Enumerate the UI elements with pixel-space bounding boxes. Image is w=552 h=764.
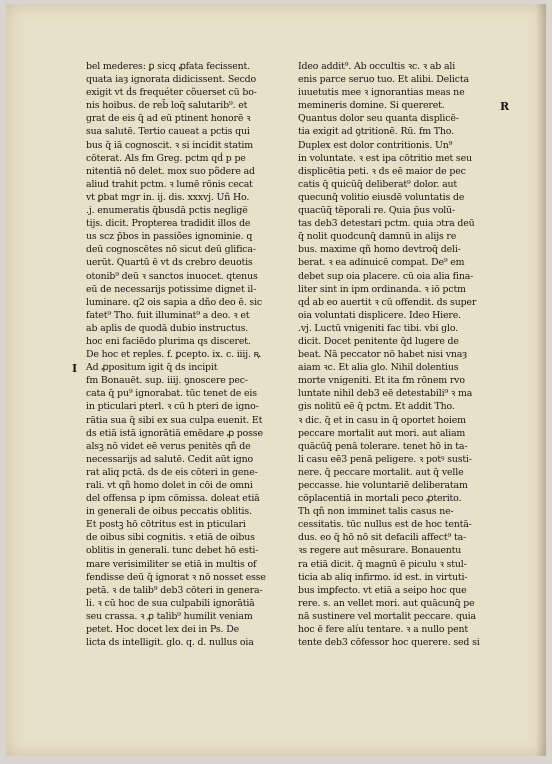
text-line: necessarijs ad salutē. Cedit aūt igno: [86, 453, 254, 465]
text-line: seu crassa. ꝛ ꝓ talib⁹ humilit veniam: [86, 610, 253, 622]
text-line: del offensa p ipm cōmissa. doleat etiā: [86, 493, 260, 505]
text-line: De hoc et reples. f. ꝑcepto. ix. c. iiij. ꝶ: [86, 349, 261, 361]
text-line: Et postꝫ hō cōtritus est in pticulari: [86, 519, 246, 531]
text-line: fm Bonauēt. sup. iiij. ꝯnoscere pec-: [86, 375, 248, 387]
text-line: grat de eis q̄ ad eū ptinent honorē ꝛ: [86, 113, 251, 125]
text-line: enis parce seruo tuo. Et alibi. Delicta: [298, 74, 469, 86]
text-line: deū cognoscētes nō sicut deū glifica-: [86, 244, 256, 256]
text-line: debet sup oia placere. cū oia alia fina-: [298, 270, 474, 282]
text-line: cōterat. Als fm Greg. pctm qḋ p pe: [86, 152, 246, 164]
text-line: peccasse. hie voluntariē deliberatam: [298, 480, 468, 491]
text-line: Quantus dolor seu quanta displicē-: [298, 113, 459, 125]
text-line: nā sustinere vel mortalit peccare. quia: [298, 610, 476, 622]
text-line: in voluntate. ꝛ est ipa cōtritio met seu: [298, 152, 472, 164]
text-line: rere. s. an vellet mori. aut quācunq̄ pe: [298, 597, 475, 609]
text-line: tia exigit ad ꝯtritionē. Rū. fm Tho.: [298, 126, 454, 138]
text-line: morte vnigeniti. Et ita fm rōnem rvo: [298, 375, 465, 387]
text-line: in pticulari pterl. ꝛ cū h pteri de igno-: [86, 401, 259, 413]
text-line: ꝛ dic. q̄ et in casu in q̄ oportet hoiem: [298, 414, 466, 426]
text-line: Ad ꝓpositum igit q̄ ds incipit: [86, 362, 218, 374]
text-line: li casu eē3 penā peligere. ꝛ potꝰ susti-: [298, 453, 472, 465]
text-line: cōplacentiā in mortali peco ꝓterito.: [298, 493, 462, 505]
text-line: sua salutē. Tertio caueat a pctis qui: [86, 126, 250, 138]
text-line: hoc ē fere alíu tentare. ꝛ a nullo pent: [298, 624, 468, 636]
text-line: exigit vt ḋs frequéter cõuerset cū bo-: [86, 87, 257, 99]
text-line: liter sint in ipm ordinanda. ꝛ iō pctm: [298, 283, 466, 295]
text-line: quata iaȝ ignorata didicissent. Secdo: [86, 74, 257, 86]
text-line: ab aplis de quodā dubio instructus.: [86, 322, 249, 334]
text-line: luntate nihil deb3 eē detestabili⁹ ꝛ ma: [298, 388, 473, 400]
text-line: bus q̄ iā cognoscit. ꝛ si incidit statim: [86, 139, 253, 151]
text-line: alsꝫ nō videt eē verus penitēs qñ de: [86, 440, 251, 452]
text-line: iuuetutis mee ꝛ ignorantias meas ne: [298, 87, 465, 99]
text-line: us scz p̄bos in passiões ignominie. q: [86, 231, 253, 243]
text-line: beat. Nā peccator nō habet nisi vnaȝ: [298, 349, 467, 361]
text-line: tas deb3 detestari pctm. quia ɔtra deū: [298, 218, 475, 230]
text-line: fendisse deū q̄ ignorat ꝛ nō nosset esse: [86, 571, 266, 583]
section-marker-left: I: [72, 362, 78, 375]
text-line: otonib⁹ deū ꝛ sanctos inuocet. qtenus: [86, 270, 258, 282]
text-line: quācūq̄ penā tolerare. tenet hō in ta-: [298, 440, 468, 452]
text-line: uerūt. Quartū ē vt ds crebro deuotis: [86, 257, 253, 269]
text-line: ꝛs regere aut mēsurare. Bonauentu: [298, 545, 462, 557]
text-line: dus. eo q̄ hō nō sit defacili affect⁹ ta-: [298, 532, 467, 544]
text-line: peccare mortalit aut mori. aut aliam: [298, 427, 466, 439]
text-line: mare verisimiliter se etiā in multis of: [86, 558, 257, 570]
text-line: ra etiā dicit. q̄ magnū ē piculu ꝛ stul-: [298, 558, 467, 570]
text-line: dicit. Docet penitente q̄d lugere de: [298, 335, 459, 347]
text-line: in generali de oibus peccatis oblitis.: [86, 506, 252, 518]
text-line: rat aliq pctā. ds de eis cōteri in gene-: [86, 466, 258, 478]
text-line: hoc eni faciēdo plurima qs disceret.: [86, 335, 251, 347]
right-text-column: [298, 60, 494, 649]
text-line: displicētia peti. ꝛ ds eē maior de pec: [298, 165, 466, 177]
faint-running-head: [136, 16, 496, 46]
text-line: li. ꝛ cū hoc de sua culpabili ignorātiā: [86, 597, 255, 609]
text-line: .vj. Luctū vnigeniti fac tibi. vbi glo.: [298, 322, 459, 334]
text-line: oblitis in generali. tunc debet hō esti-: [86, 545, 259, 557]
text-line: rātia sua q̄ sibi ex sua culpa euenit. Et: [86, 414, 263, 426]
text-line: cessitatis. tūc nullus est de hoc tentā-: [298, 519, 472, 531]
text-line: catis q̄ quicūq̄ deliberat⁹ dolor. aut: [298, 178, 458, 190]
text-line: gis nolitū eē q̄ pctm. Et addit Tho.: [298, 401, 455, 413]
text-line: qḋ ab eo auertit ꝛ cū offendit. ds super: [298, 296, 477, 308]
text-line: oia voluntati displicere. Ideo Hiere.: [298, 309, 461, 321]
text-line: fatet⁹ Tho. fuit illuminat⁹ a deo. ꝛ et: [86, 309, 250, 321]
text-line: luminare. q2 ois sapia a dño deo ē. sic: [86, 296, 263, 308]
text-line: nitentiā nō delet. mox suo põdere ad: [86, 165, 255, 177]
text-line: .j. enumeratis q̄busdā pctis neglige̅: [86, 205, 248, 217]
text-line: tijs. dicit. Propterea tradidit illos de: [86, 218, 251, 230]
text-line: nere. q̄ peccare mortalit. aut q̄ velle: [298, 466, 464, 478]
text-line: eū de necessarijs potissime dignet il-: [86, 283, 257, 295]
text-line: Duplex est dolor contritionis. Un⁹: [298, 139, 453, 151]
text-line: aliud trahit pctm. ꝛ lumē rōnis cecat: [86, 178, 253, 190]
text-line: aiam ꝛc. Et alia glo. Nihil dolentius: [298, 362, 459, 374]
text-line: quecunq̄ volitio eiusdē voluntatis de: [298, 191, 465, 203]
text-line: bel mederes: ꝑ sicq ꝓfata fecissent.: [86, 61, 250, 72]
text-line: rali. vt qñ homo dolet in cōi de omni: [86, 480, 253, 491]
text-line: q̄ nolit quodcunq̄ damnū in alijs re: [298, 231, 457, 243]
text-line: nis hoibus. de reb̄ loq̄ salutarib⁹. et: [86, 100, 248, 112]
text-line: de oibus sibi cognitis. ꝛ etiā de oibus: [86, 532, 255, 544]
text-line: quacūq̄ tēporali re. Quia p̄us volū-: [298, 205, 456, 217]
page-edge-shadow: [536, 4, 546, 756]
text-line: petā. ꝛ de talib⁹ deb3 cōteri in genera-: [86, 584, 263, 596]
text-line: ds etiā istā ignorātiā emēdare ꝓ posse: [86, 427, 263, 439]
text-line: tente deb3 cōfessor hoc querere. sed si: [298, 637, 480, 649]
text-line: Ideo addit⁹. Ab occultis ꝛc. ꝛ ab ali: [298, 61, 456, 72]
text-line: petet. Hoc docet lex dei in Ps. De: [86, 624, 239, 636]
text-line: vt ꝑbat mgr in. ij. dis. xxxvj. Uñ Ho.: [86, 191, 250, 203]
left-text-column: [86, 60, 276, 649]
text-line: berat. ꝛ ea adinuicē compat. De⁹ em: [298, 257, 465, 269]
text-line: Th qñ non imminet talis casus ne-: [298, 506, 454, 518]
text-line: licta ds intelligit. glo. q. d. nullus oia: [86, 637, 254, 649]
text-line: bus. maxime qñ homo devtroq̄ deli-: [298, 244, 461, 256]
text-line: ticia ab aliq infirmo. id est. in virtuti-: [298, 571, 468, 583]
text-line: memineris domine. Si quereret.: [298, 100, 445, 112]
text-line: cata q̄ pu⁹ ignorabat. tūc tenet de eis: [86, 388, 257, 400]
text-line: bus imꝑfecto. vt etiā a seipo hoc que: [298, 584, 467, 596]
section-marker-right: R: [500, 100, 510, 113]
